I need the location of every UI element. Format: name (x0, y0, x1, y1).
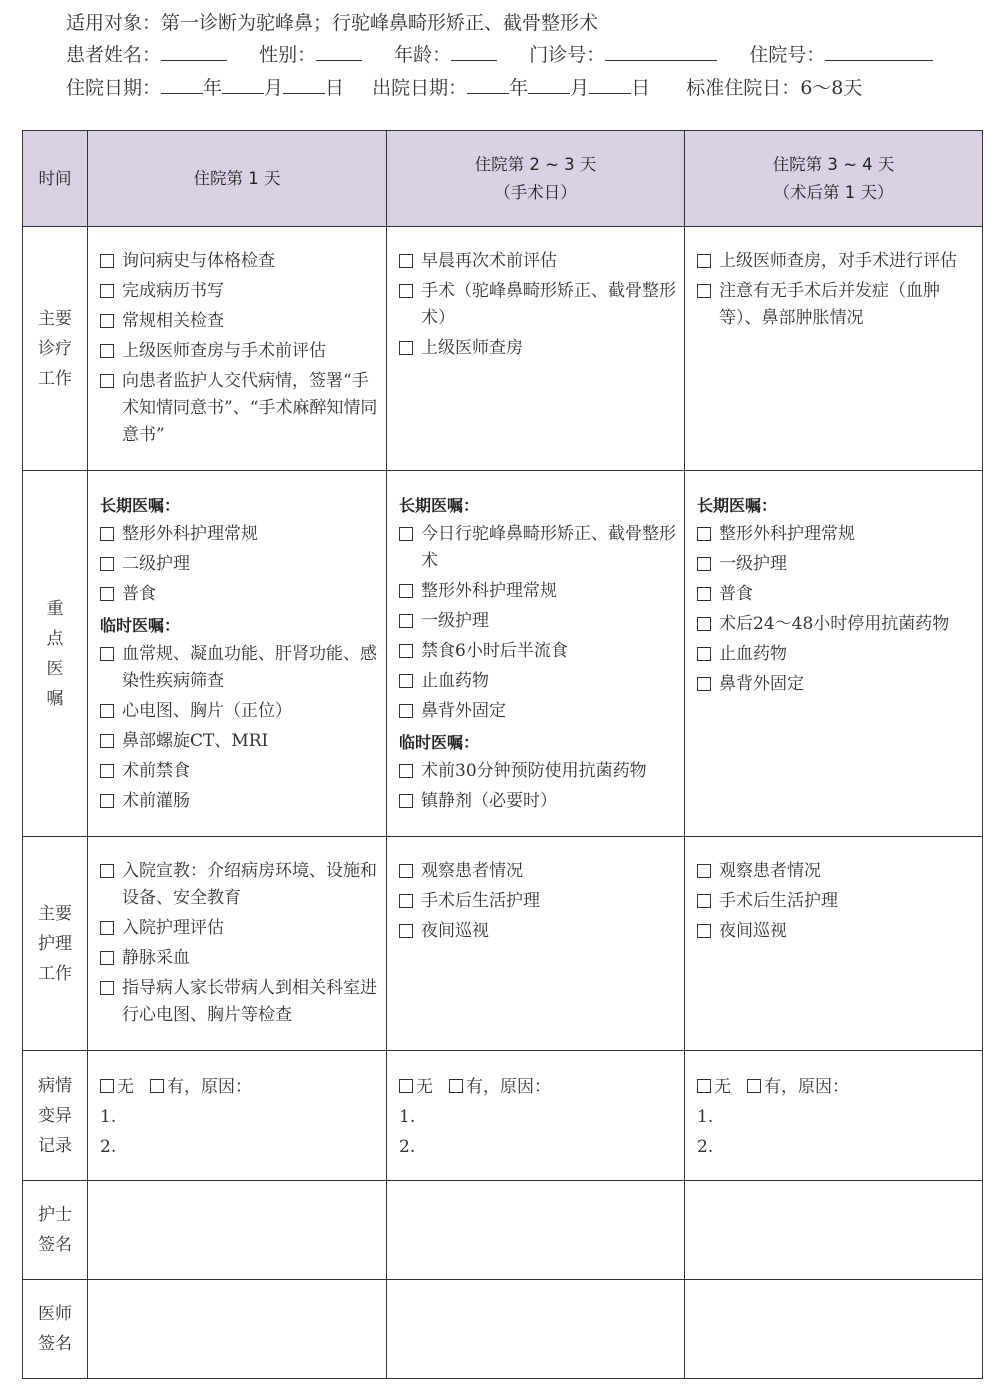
checklist-item-text: 指导病人家长带病人到相关科室进行心电图、胸片等检查 (122, 978, 377, 1025)
checkbox[interactable] (100, 284, 114, 298)
checkbox[interactable] (697, 587, 711, 601)
checkbox[interactable] (399, 614, 413, 628)
row-label-part: 变异 (38, 1105, 72, 1126)
patient-name-label: 患者姓名： (66, 44, 162, 66)
nursing-day1 (88, 837, 387, 1051)
checklist-item-text: 上级医师查房 (421, 338, 523, 358)
gender-field[interactable] (316, 42, 362, 61)
checkbox[interactable] (100, 794, 114, 808)
checklist-item-text: 整形外科护理常规 (122, 524, 258, 544)
checklist-item (100, 521, 378, 548)
checkbox[interactable] (399, 894, 413, 908)
checkbox[interactable] (100, 864, 114, 878)
checklist-item (697, 888, 974, 915)
col-day1: 住院第 1 天 (88, 131, 387, 227)
variation-none-label: 无 (416, 1077, 433, 1097)
row-label-orders (23, 471, 88, 837)
checkbox[interactable] (697, 677, 711, 691)
checklist-item-text: 手术后生活护理 (421, 891, 540, 911)
header-applicable-line: 适用对象：第一诊断为驼峰鼻；行驼峰鼻畸形矫正、截骨整形术 (66, 12, 599, 34)
table-header-row (23, 131, 983, 227)
checkbox[interactable] (100, 921, 114, 935)
orders-day2 (387, 471, 685, 837)
diagnosis-day3 (685, 227, 983, 471)
variation-none-checkbox[interactable] (399, 1079, 413, 1093)
variation-item-1: 1. (697, 1107, 714, 1127)
checkbox[interactable] (100, 951, 114, 965)
checklist-item-text: 鼻背外固定 (421, 701, 506, 721)
variation-yes-label: 有，原因： (167, 1077, 252, 1097)
checklist-item (697, 641, 974, 668)
checklist-item-text: 今日行驼峰鼻畸形矫正、截骨整形术 (421, 524, 676, 571)
admit-day-field[interactable] (283, 75, 325, 94)
checklist-item-text: 止血药物 (719, 644, 787, 664)
checkbox[interactable] (399, 254, 413, 268)
checklist-item-text: 夜间巡视 (421, 921, 489, 941)
checklist-item-text: 镇静剂（必要时） (421, 791, 557, 811)
variation-item-1: 1. (100, 1107, 117, 1127)
checkbox[interactable] (399, 284, 413, 298)
gender-label: 性别： (259, 44, 317, 66)
checkbox[interactable] (100, 981, 114, 995)
admit-date-label: 住院日期： (66, 77, 162, 99)
checklist-item (399, 758, 676, 785)
row-label-part: 护理 (38, 933, 72, 954)
checklist-item-text: 术前禁食 (122, 761, 190, 781)
row-label-part: 签名 (38, 1235, 72, 1255)
row-label-part: 诊疗 (38, 338, 72, 359)
row-label-doctor-sign (23, 1280, 88, 1379)
discharge-year-field[interactable] (467, 75, 509, 94)
checklist-item-text: 上级医师查房，对手术进行评估 (719, 251, 957, 271)
checkbox[interactable] (399, 794, 413, 808)
discharge-date-label: 出院日期： (372, 77, 468, 99)
row-label-part: 医 (46, 658, 64, 679)
row-label-part: 病情 (38, 1075, 72, 1096)
checklist-item-text: 静脉采血 (122, 948, 190, 968)
checklist-item (399, 521, 676, 575)
checklist-item-text: 完成病历书写 (122, 281, 224, 301)
checklist-item-text: 观察患者情况 (719, 861, 821, 881)
checkbox[interactable] (399, 864, 413, 878)
checklist-item-text: 入院护理评估 (122, 918, 224, 938)
checklist-item (100, 788, 378, 815)
checklist-item-text: 术后24～48小时停用抗菌药物 (719, 614, 950, 634)
year-label: 年 (509, 77, 529, 99)
checklist-item (399, 788, 676, 815)
checkbox[interactable] (697, 284, 711, 298)
checkbox[interactable] (697, 894, 711, 908)
checkbox[interactable] (399, 584, 413, 598)
nursing-day3 (685, 837, 983, 1051)
nurse-sign-day3[interactable] (685, 1181, 983, 1280)
row-label-part: 主要 (38, 903, 72, 924)
row-variation (23, 1051, 983, 1181)
row-label-nurse-sign (23, 1181, 88, 1280)
checklist-item (100, 581, 378, 608)
checklist-item-text: 禁食6小时后半流食 (421, 641, 568, 661)
checklist-item-text: 向患者监护人交代病情，签署“手术知情同意书”、“手术麻醉知情同意书” (122, 371, 378, 445)
checklist-item (100, 641, 378, 695)
checklist-item-text: 一级护理 (719, 554, 787, 574)
checklist-item (399, 578, 676, 605)
variation-none-label: 无 (714, 1077, 731, 1097)
orders-day3 (685, 471, 983, 837)
variation-day1 (88, 1051, 387, 1181)
header-patient-info-line (66, 42, 933, 68)
checklist-item (399, 888, 676, 915)
patient-name-field[interactable] (161, 42, 227, 61)
checkbox[interactable] (399, 341, 413, 355)
long-term-orders-heading: 长期医嘱： (399, 496, 480, 515)
checklist-item (697, 278, 974, 332)
variation-none-checkbox[interactable] (100, 1079, 114, 1093)
checklist-item (697, 581, 974, 608)
checkbox[interactable] (697, 924, 711, 938)
checklist-item-text: 手术（驼峰鼻畸形矫正、截骨整形术） (421, 281, 676, 328)
checklist-item-text: 整形外科护理常规 (421, 581, 557, 601)
day-label: 日 (325, 77, 345, 99)
row-diagnosis (23, 227, 983, 471)
row-label-nursing (23, 837, 88, 1051)
checklist-item (399, 638, 676, 665)
col-day2: 住院第 2 ~ 3 天 （手术日） (387, 131, 685, 227)
checklist-item (100, 308, 378, 335)
day-label: 日 (631, 77, 651, 99)
checklist-item (399, 918, 676, 945)
checklist-item (697, 918, 974, 945)
checkbox[interactable] (100, 764, 114, 778)
row-label-part: 工作 (38, 963, 72, 984)
checklist-item (399, 335, 676, 362)
checklist-item-text: 注意有无手术后并发症（血肿等）、鼻部肿胀情况 (719, 281, 940, 328)
doctor-sign-day3[interactable] (685, 1280, 983, 1379)
checklist-item-text: 鼻部螺旋CT、MRI (122, 731, 269, 751)
row-label-part: 嘱 (46, 688, 64, 709)
inpatient-no-field[interactable] (825, 42, 933, 61)
checklist-item-text: 观察患者情况 (421, 861, 523, 881)
checklist-item-text: 一级护理 (421, 611, 489, 631)
row-label-diagnosis (23, 227, 88, 471)
checklist-item (100, 758, 378, 785)
checklist-item (399, 278, 676, 332)
checklist-item-text: 止血药物 (421, 671, 489, 691)
variation-none-checkbox[interactable] (697, 1079, 711, 1093)
age-label: 年龄： (394, 44, 452, 66)
checkbox[interactable] (399, 764, 413, 778)
checkbox[interactable] (100, 647, 114, 661)
row-label-part: 重 (46, 598, 64, 619)
checkbox[interactable] (100, 557, 114, 571)
checklist-item-text: 夜间巡视 (719, 921, 787, 941)
row-orders (23, 471, 983, 837)
row-label-part: 记录 (38, 1135, 72, 1156)
discharge-month-field[interactable] (528, 75, 570, 94)
checklist-item-text: 术前灌肠 (122, 791, 190, 811)
checklist-item (399, 608, 676, 635)
variation-options (399, 1072, 676, 1102)
standard-stay: 标准住院日：6～8天 (686, 77, 863, 99)
checklist-item (100, 368, 378, 449)
row-nurse-sign (23, 1181, 983, 1280)
age-field[interactable] (451, 42, 497, 61)
year-label: 年 (203, 77, 223, 99)
variation-options (697, 1072, 974, 1102)
checkbox[interactable] (697, 647, 711, 661)
variation-yes-checkbox[interactable] (150, 1079, 164, 1093)
long-term-orders-heading: 长期医嘱： (697, 496, 778, 515)
long-term-orders-heading: 长期医嘱： (100, 496, 181, 515)
checklist-item (100, 915, 378, 942)
col-time: 时间 (23, 131, 88, 227)
variation-options (100, 1072, 378, 1102)
temporary-orders-heading: 临时医嘱： (100, 616, 181, 635)
doctor-sign-day1[interactable] (88, 1280, 387, 1379)
checkbox[interactable] (399, 674, 413, 688)
variation-item-1: 1. (399, 1107, 416, 1127)
row-label-part: 医师 (38, 1304, 72, 1324)
checklist-item-text: 普食 (122, 584, 156, 604)
checklist-item-text: 心电图、胸片（正位） (122, 701, 292, 721)
doctor-sign-day2[interactable] (387, 1280, 685, 1379)
checklist-item-text: 二级护理 (122, 554, 190, 574)
checkbox[interactable] (399, 644, 413, 658)
row-doctor-sign (23, 1280, 983, 1379)
row-label-part: 护士 (38, 1205, 72, 1225)
checkbox[interactable] (697, 864, 711, 878)
variation-yes-label: 有，原因： (466, 1077, 551, 1097)
row-label-variation (23, 1051, 88, 1181)
row-label-part: 点 (46, 628, 64, 649)
diagnosis-day1 (88, 227, 387, 471)
checkbox[interactable] (399, 924, 413, 938)
checklist-item (100, 248, 378, 275)
checklist-item (399, 248, 676, 275)
checkbox[interactable] (100, 314, 114, 328)
checkbox[interactable] (100, 344, 114, 358)
checkbox[interactable] (100, 734, 114, 748)
checklist-item (100, 975, 378, 1029)
checklist-item-text: 入院宣教：介绍病房环境、设施和设备、安全教育 (122, 861, 377, 908)
clinic-no-field[interactable] (605, 42, 717, 61)
checkbox[interactable] (697, 617, 711, 631)
variation-item-2: 2. (399, 1137, 416, 1157)
checklist-item (697, 671, 974, 698)
checkbox[interactable] (100, 704, 114, 718)
checklist-item-text: 早晨再次术前评估 (421, 251, 557, 271)
row-label-part: 签名 (38, 1334, 72, 1354)
checkbox[interactable] (399, 704, 413, 718)
diagnosis-day2 (387, 227, 685, 471)
nurse-sign-day2[interactable] (387, 1181, 685, 1280)
checklist-item-text: 上级医师查房与手术前评估 (122, 341, 326, 361)
clinic-no-label: 门诊号： (529, 44, 606, 66)
checklist-item-text: 血常规、凝血功能、肝肾功能、感染性疾病筛查 (122, 644, 377, 691)
checklist-item (100, 728, 378, 755)
row-label-part: 工作 (38, 368, 72, 389)
month-label: 月 (570, 77, 590, 99)
checklist-item-text: 常规相关检查 (122, 311, 224, 331)
checklist-item-text: 鼻背外固定 (719, 674, 804, 694)
col-day3: 住院第 3 ~ 4 天 （术后第 1 天） (685, 131, 983, 227)
variation-day2 (387, 1051, 685, 1181)
checkbox[interactable] (697, 557, 711, 571)
variation-yes-checkbox[interactable] (449, 1079, 463, 1093)
checkbox[interactable] (100, 587, 114, 601)
checklist-item (399, 858, 676, 885)
checklist-item (100, 338, 378, 365)
checklist-item (100, 551, 378, 578)
variation-item-2: 2. (697, 1137, 714, 1157)
row-label-part: 主要 (38, 308, 72, 329)
admit-month-field[interactable] (222, 75, 264, 94)
checklist-item (697, 248, 974, 275)
checklist-item (100, 698, 378, 725)
header-dates-line (66, 75, 862, 101)
variation-none-label: 无 (117, 1077, 134, 1097)
checklist-item (697, 611, 974, 638)
checklist-item (100, 278, 378, 305)
variation-item-2: 2. (100, 1137, 117, 1157)
variation-yes-label: 有，原因： (764, 1077, 849, 1097)
checklist-item (399, 698, 676, 725)
admit-year-field[interactable] (161, 75, 203, 94)
checklist-item (100, 945, 378, 972)
checkbox[interactable] (399, 527, 413, 541)
checklist-item (697, 551, 974, 578)
checklist-item (697, 858, 974, 885)
inpatient-no-label: 住院号： (749, 44, 826, 66)
checkbox[interactable] (100, 527, 114, 541)
checklist-item (697, 521, 974, 548)
nurse-sign-day1[interactable] (88, 1181, 387, 1280)
checklist-item-text: 术前30分钟预防使用抗菌药物 (421, 761, 647, 781)
row-nursing (23, 837, 983, 1051)
temporary-orders-heading: 临时医嘱： (399, 733, 480, 752)
checklist-item-text: 普食 (719, 584, 753, 604)
checklist-item (399, 668, 676, 695)
discharge-day-field[interactable] (589, 75, 631, 94)
variation-day3 (685, 1051, 983, 1181)
checkbox[interactable] (100, 374, 114, 388)
checklist-item-text: 整形外科护理常规 (719, 524, 855, 544)
checklist-item-text: 询问病史与体格检查 (122, 251, 275, 271)
checkbox[interactable] (100, 254, 114, 268)
nursing-day2 (387, 837, 685, 1051)
checkbox[interactable] (697, 254, 711, 268)
orders-day1 (88, 471, 387, 837)
checklist-item (100, 858, 378, 912)
month-label: 月 (264, 77, 284, 99)
checkbox[interactable] (697, 527, 711, 541)
variation-yes-checkbox[interactable] (747, 1079, 761, 1093)
checklist-item-text: 手术后生活护理 (719, 891, 838, 911)
clinical-pathway-table (22, 130, 983, 1379)
